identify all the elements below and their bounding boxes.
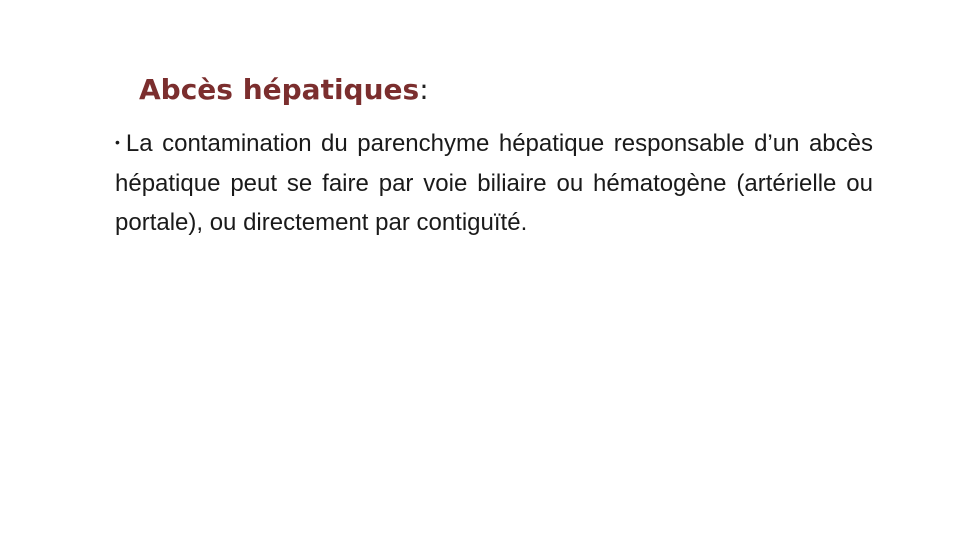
bullet-icon: • [115,134,120,150]
bullet-paragraph [115,123,873,243]
paragraph-text: La contamination du parenchyme hépatique responsable d’un abcès hépatique peut se faire par voie biliaire ou hématogène (artérielle ou portale), ou directement par contiguïté. [115,130,873,236]
slide-title-colon: : [419,73,429,106]
slide-title-text: Abcès hépatiques [139,73,420,106]
slide-title [139,70,429,110]
